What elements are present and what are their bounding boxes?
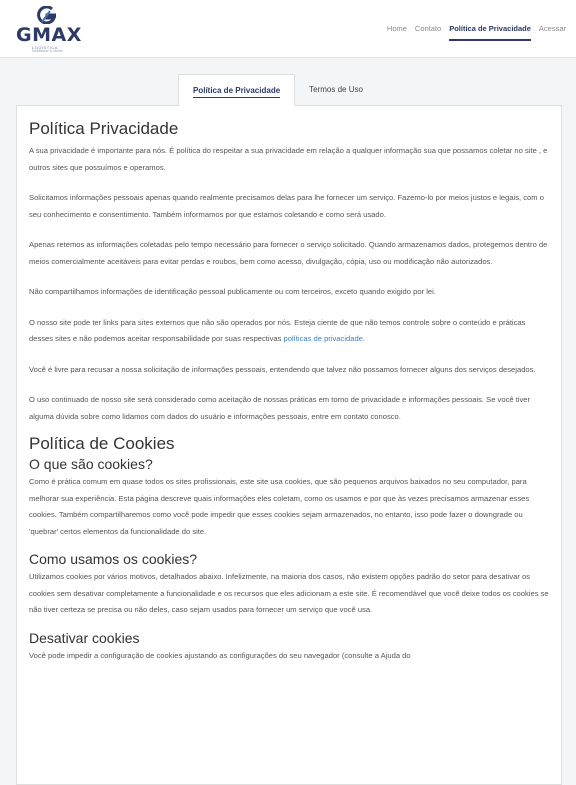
privacy-paragraph-5	[29, 315, 549, 348]
privacy-paragraph-5-text: O nosso site pode ter links para sites externos que não são operados por nós. Esteja ciente de que não temos controle sobre o conteúdo e práticas desses sites e não podemos aceitar responsabilidade por suas respectivas	[29, 317, 526, 343]
tab-politica-privacidade[interactable]: Política de Privacidade	[178, 74, 295, 106]
nav-politica-privacidade[interactable]: Política de Privacidade	[445, 23, 535, 35]
tab-termos-uso[interactable]: Termos de Uso	[309, 85, 363, 94]
privacy-title: Política Privacidade	[29, 119, 179, 138]
nav-contato[interactable]: Contato	[414, 24, 442, 33]
privacy-paragraph-6: Você é livre para recusar a nossa solicitação de informações pessoais, entendendo que talvez não possamos fornecer alguns dos serviços desejados.	[29, 364, 536, 374]
cookies-what-paragraph: Como é prática comum em quase todos os sites profissionais, este site usa cookies, que são pequenos arquivos baixados no seu computador, para melhorar sua experiência. Esta página descreve quais informações eles coletam, como os usamos e por que às vezes precisamos armazenar esses cookies. Também compartilharemos como você pode impedir que esses cookies sejam armazenados, no entanto, isso pode fazer o downgrade ou 'quebrar' certos elementos da funcionalidade do site.	[29, 477, 530, 536]
policy-tabs	[178, 74, 377, 106]
privacy-policies-link[interactable]: políticas de privacidade	[283, 334, 363, 343]
logo-tagline: Mobilidade & Ideias	[32, 49, 63, 53]
site-header	[0, 0, 576, 58]
cookies-title: Política de Cookies	[29, 434, 175, 453]
nav-home[interactable]: Home	[386, 24, 407, 33]
logo-g-mark-icon	[36, 6, 58, 24]
cookies-how-paragraph: Utilizamos cookies por vários motivos, detalhados abaixo. Infelizmente, na maioria dos casos, não existem opções padrão do setor para desativar os cookies sem desativar completamente a funcionalidade e os recursos que eles adicionam a este site. É recomendável que você deixe todos os cookies se não tiver certeza se precisa ou não deles, caso sejam usados para fornecer um serviço que você usa.	[29, 572, 549, 614]
logo-text: GMAX	[16, 24, 82, 46]
cookies-what-heading: O que são cookies?	[29, 456, 153, 472]
privacy-paragraph-7: O uso continuado de nosso site será considerado como aceitação de nossas práticas em torno de privacidade e informações pessoais. Se você tiver alguma dúvida sobre como lidamos com dados do usuário e informações pessoais, entre em contato conosco.	[29, 395, 531, 421]
nav-acessar[interactable]: Acessar	[538, 24, 566, 33]
privacy-paragraph-1: A sua privacidade é importante para nós. É política do respeitar a sua privacidade em relação a qualquer informação sua que possamos coletar no site , e outros sites que possuímos e operamos.	[29, 146, 548, 172]
cookies-disable-heading: Desativar cookies	[29, 629, 140, 646]
main-nav	[383, 23, 570, 35]
privacy-paragraph-4: Não compartilhamos informações de identificação pessoal publicamente ou com terceiros, exceto quando exigido por lei.	[29, 287, 436, 296]
cookies-disable-paragraph: Você pode impedir a configuração de cookies ajustando as configurações do seu navegador (consulte a Ajuda do	[29, 650, 411, 660]
cookies-how-heading: Como usamos os cookies?	[29, 551, 198, 567]
gmax-logo[interactable]	[14, 6, 80, 52]
privacy-paragraph-5-end: .	[362, 334, 366, 343]
policy-content	[16, 105, 562, 785]
privacy-paragraph-3: Apenas retemos as informações coletadas pelo tempo necessário para fornecer o serviço solicitado. Quando armazenamos dados, protegemos dentro de meios comercialmente aceitáveis para evitar perdas e roubos, bem como acesso, divulgação, cópia, uso ou modificação não autorizados.	[29, 240, 548, 266]
privacy-paragraph-2: Solicitamos informações pessoais apenas quando realmente precisamos delas para lhe fornecer um serviço. Fazemo-lo por meios justos e legais, com o seu conhecimento e consentimento. Também informamos por que estamos coletando e como será usado.	[29, 193, 544, 219]
logo-subtitle: LOGÍSTICA	[32, 45, 58, 50]
